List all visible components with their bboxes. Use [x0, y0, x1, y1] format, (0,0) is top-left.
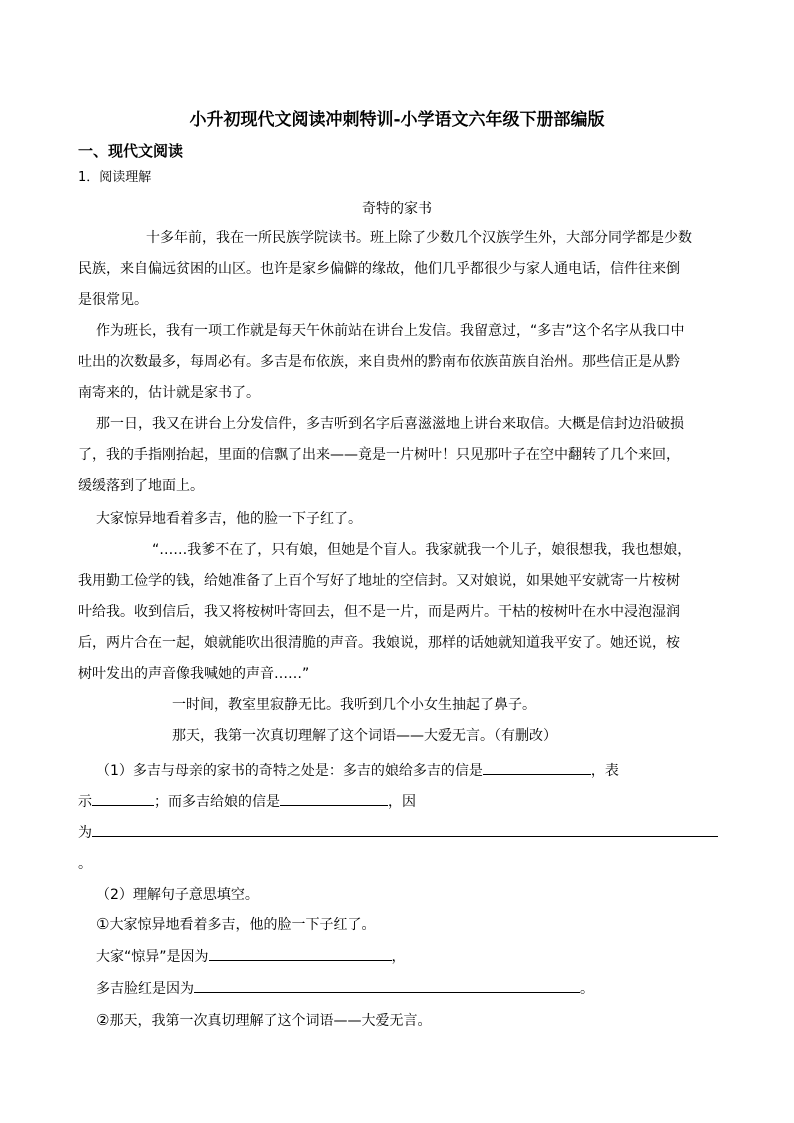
q1-text-a: （1）多吉与母亲的家书的奇特之处是：多吉的娘给多吉的信是: [96, 763, 483, 779]
story-line: 作为班长，我有一项工作就是每天午休前站在讲台上发信。我留意过，“多吉”这个名字从我口中: [96, 323, 685, 339]
q2-fill-2-end: 。: [580, 981, 594, 997]
q2-fill-1-end: ，: [391, 949, 406, 965]
q2-item-1-text: 大家惊异地看着多吉，他的脸一下子红了。: [109, 917, 376, 933]
q2-fill-1-label: 大家“惊异”是因为: [96, 949, 209, 965]
q1-text-d: ；而多吉给娘的信是: [154, 794, 280, 810]
story-line: 一时间，教室里寂静无比。我听到几个小女生抽起了鼻子。: [172, 697, 536, 713]
q1-line-1: [96, 760, 619, 780]
story-line: 叶给我。收到信后，我又将桉树叶寄回去，但不是一片，而是两片。干枯的桉树叶在水中浸泡湿润: [78, 604, 680, 620]
story-title: 奇特的家书: [362, 201, 432, 217]
q2-fill-1: [96, 946, 406, 966]
q1-line-3: [78, 822, 718, 842]
question-number: 1．阅读理解: [78, 170, 152, 185]
story-line: 是很常见。: [78, 292, 148, 308]
q1-line-2: [78, 791, 416, 811]
q1-text-c: 示: [78, 794, 92, 810]
answer-blank[interactable]: [194, 978, 580, 993]
story-line: 缓缓落到了地面上。: [78, 478, 204, 494]
story-line: 我用勤工俭学的钱，给她准备了上百个写好了地址的空信封。又对娘说，如果她平安就寄一片桉树: [78, 573, 680, 589]
circled-number: ②: [96, 1011, 110, 1029]
story-line: “……我爹不在了，只有娘，但她是个盲人。我家就我一个儿子，娘很想我，我也想娘，: [152, 542, 692, 558]
story-line: 了，我的手指刚抬起，里面的信飘了出来——竟是一片树叶！只见那叶子在空中翻转了几个来回，: [78, 447, 680, 463]
q2-item-1: [96, 914, 375, 934]
answer-blank[interactable]: [280, 791, 388, 806]
q1-text-b: ，表: [590, 763, 619, 779]
answer-blank[interactable]: [92, 822, 718, 837]
q2-fill-2: [96, 978, 594, 998]
q2-item-2-text: 那天，我第一次真切理解了这个词语——大爱无言。: [109, 1013, 432, 1029]
q1-text-f: 为: [78, 825, 92, 841]
answer-blank[interactable]: [92, 791, 154, 806]
story-line: 大家惊异地看着多吉，他的脸一下子红了。: [96, 511, 362, 527]
story-line: 树叶发出的声音像我喊她的声音……”: [78, 666, 310, 682]
q1-text-e: ，因: [388, 794, 416, 810]
answer-blank[interactable]: [209, 946, 392, 961]
answer-blank[interactable]: [483, 760, 591, 775]
q2-fill-2-label: 多吉脸红是因为: [96, 981, 194, 997]
q2-item-2: [96, 1010, 431, 1030]
page-title: 小升初现代文阅读冲刺特训-小学语文六年级下册部编版: [189, 110, 605, 130]
q2-intro: （2）理解句子意思填空。: [96, 887, 259, 903]
story-line: 那天，我第一次真切理解了这个词语——大爱无言。（有删改）: [172, 728, 557, 744]
story-line: 后，两片合在一起，娘就能吹出很清脆的声音。我娘说，那样的话她就知道我平安了。她还说，桉: [78, 635, 680, 651]
circled-number: ①: [96, 915, 110, 933]
story-line: 民族，来自偏远贫困的山区。也许是家乡偏僻的缘故，他们几乎都很少与家人通电话，信件往来倒: [78, 261, 680, 277]
story-line: 十多年前，我在一所民族学院读书。班上除了少数几个汉族学生外，大部分同学都是少数: [146, 230, 692, 246]
section-heading: 一、现代文阅读: [78, 142, 184, 160]
story-line: 那一日，我又在讲台上分发信件，多吉听到名字后喜滋滋地上讲台来取信。大概是信封边沿破损: [96, 416, 684, 432]
q1-end-mark: 。: [78, 856, 92, 872]
story-line: 南寄来的，估计就是家书了。: [78, 385, 260, 401]
story-line: 吐出的次数最多，每周必有。多吉是布依族，来自贵州的黔南布依族苗族自治州。那些信正是从黔: [78, 354, 680, 370]
